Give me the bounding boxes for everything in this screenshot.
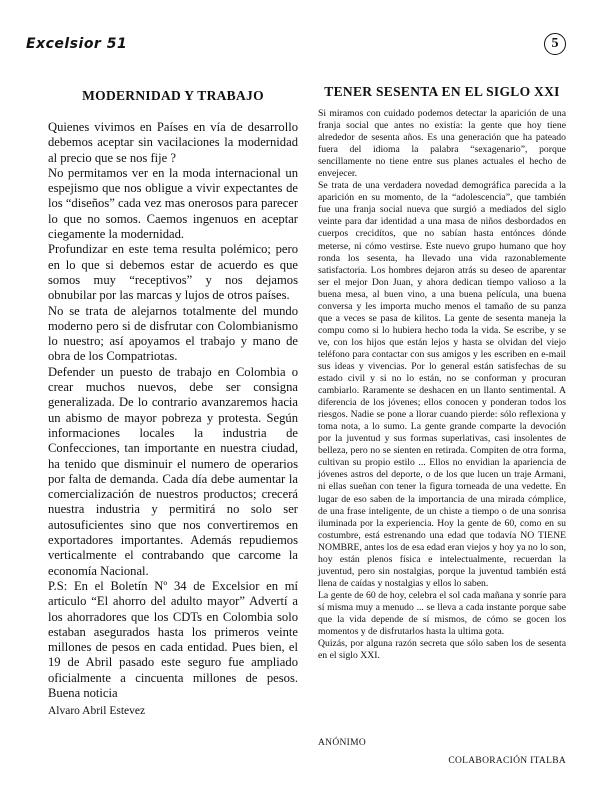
- left-paragraph: Defender un puesto de trabajo en Colombia o crear muchos nuevos, debe ser consigna generalizada. De lo contrario avanzaremos hacia un abismo de mayor pobreza y protesta. Según informaciones locales la industria de Confecciones, tan importante en nuestra ciudad, ha tenido que disminuir el numero de operarios por falta de demanda. Cada día debe aumentar la comercialización de nuestros productos; crecerá nuestra industria y permitirá no solo ser autosuficientes sino que nos convertiremos en exportadores importantes. Además repudiemos verticalmente el contrabando que carcome la economía Nacional.: [48, 364, 298, 578]
- left-paragraph: P.S: En el Boletín Nº 34 de Excelsior en mí articulo “El ahorro del adulto mayor” Advertí a los ahorradores que los CDTs en Colombia solo estaban asegurados hasta los primeros veinte millones de pesos en cada entidad. Pues bien, el 19 de Abril pasado este seguro fue ampliado oficialmente a cincuenta millones de pesos. Buena noticia: [48, 578, 298, 700]
- right-article-signature: ANÓNIMO: [318, 738, 367, 748]
- left-paragraph: Quienes vivimos en Países en vía de desarrollo debemos aceptar sin vacilaciones la modernidad al precio que se nos fije ?: [48, 120, 298, 165]
- right-paragraph: Si miramos con cuidado podemos detectar la aparición de una franja social que antes no existía: la gente que hoy tiene alrededor de sesenta años. Es una generación que ha pateado fuera del idioma la palabra “sexagenario”, porque sencillamente no tiene entre sus planes actuales el hecho de envejecer.: [318, 108, 566, 180]
- left-article-body: [48, 120, 298, 701]
- page-number: 5: [544, 33, 566, 55]
- right-paragraph: Quizás, por alguna razón secreta que sólo saben los de sesenta en el siglo XXI.: [318, 638, 566, 662]
- masthead: Excelsior 51: [26, 36, 128, 52]
- right-article-title: TENER SESENTA EN EL SIGLO XXI: [324, 84, 560, 99]
- left-paragraph: No se trata de alejarnos totalmente del mundo moderno pero si de disfrutar con Colombianismo lo nuestro; así apoyamos el trabajo y mano de obra de los Compatriotas.: [48, 303, 298, 364]
- right-article-body: [318, 108, 566, 662]
- right-paragraph: La gente de 60 de hoy, celebra el sol cada mañana y sonríe para sí misma muy a menudo ... se lleva a cada instante porque sabe que la vida depende de sí mismos, de cómo se gocen los momentos y de disfrutarlos hasta la ultima gota.: [318, 589, 566, 638]
- right-paragraph: Se trata de una verdadera novedad demográfica parecida a la aparición en su momento, de la “adolescencia”, que también fue una franja social nueva que surgió a mediados del siglo veinte para dar identidad a una masa de niños desbordados en cuerpos crecidítos, que no sabían hasta entónces dónde meterse, ni cómo vestirse. Este nuevo grupo humano que hoy ronda los sesenta, ha llevado una vida razonablemente satisfactoria. Los hombres dejaron atrás su deseo de aparentar ser el mejor Don Juan, y ahora dedican tiempo valioso a la buena mesa, al buen vino, a una buena película, una buena conversa y les importa mucho menos el tamaño de su panza que a veces se pasa de kilitos. La gente de sesenta maneja la compu como si lo hubiera hecho toda la vida. Se escribe, y se ve, con los hijos que están lejos y hasta se olvidan del viejo teléfono para contactar con sus amigos y les escriben en e-mail sus ideas y vivencias. Por lo general están satisfechas de su estado civil y si no lo están, no se conforman y procuran cambiarlo. Raramente se deshacen en un llanto sentimental. A diferencia de los jóvenes; ellos conocen y ponderan todos los riesgos. Nadie se pone a llorar cuando pierde: sólo reflexiona y toma nota, a lo sumo. La gente grande comparte la devoción por la juventud y sus formas superlativas, casi insolentes de belleza, pero no se sienten en retirada. Compiten de otra forma, cultivan su propio estilo ... Ellos no envidian la apariencia de jóvenes astros del deporte, o de los que lucen un traje Armani, ni ellas sueñan con tener la figura torneada de una vedette. En lugar de eso saben de la importancia de una mirada cómplice, de una frase inteligente, de un chiste a tiempo o de una sonrisa iluminada por la experiencia. Hoy la gente de 60, como en su costumbre, está estrenando una edad que todavía NO TIENE NOMBRE, antes los de esa edad eran viejos y hoy ya no lo son, hoy están plenos física e intelectualmente, recuerdan la juventud, pero sin nostalgias, porque la juventud también está llena de caídas y nostalgias y ellos lo saben.: [318, 180, 566, 589]
- left-paragraph: Profundizar en este tema resulta polémico; pero en lo que si debemos estar de acuerdo es que somos muy “receptivos” y nos dejamos obnubilar por las marcas y lujos de otros países.: [48, 242, 298, 303]
- right-article-credit: COLABORACIÓN ITALBA: [448, 756, 566, 766]
- left-paragraph: No permitamos ver en la moda internacional un espejismo que nos obligue a vivir expectantes de los “diseños” cada vez mas onerosos para parecer lo que no somos. Caemos ingenuos en aceptar ciegamente la modernidad.: [48, 165, 299, 242]
- left-article-title: MODERNIDAD Y TRABAJO: [82, 88, 264, 103]
- left-article-author: Alvaro Abril Estevez: [48, 705, 146, 717]
